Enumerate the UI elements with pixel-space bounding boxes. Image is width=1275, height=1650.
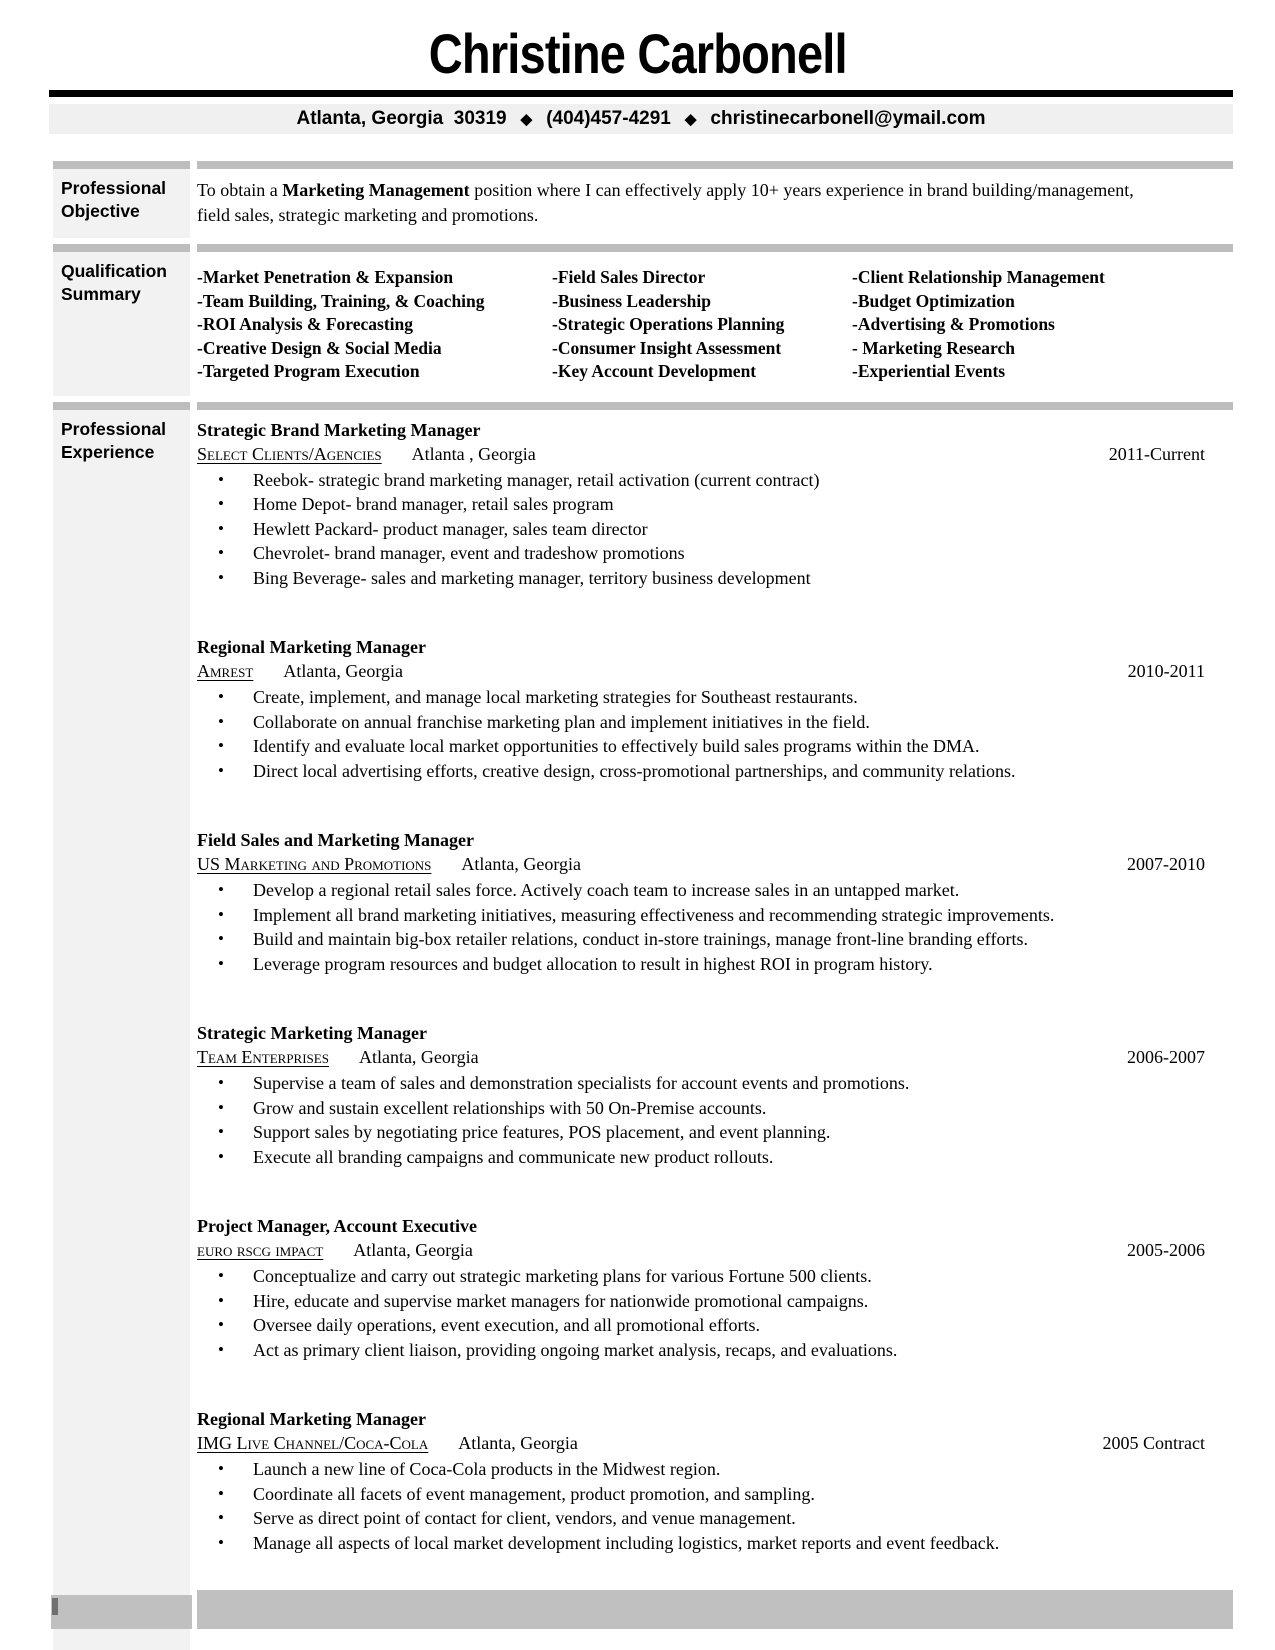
job-entry <box>197 635 1233 783</box>
job-entry <box>197 1214 1233 1362</box>
job-company: euro rscg impact <box>197 1240 324 1260</box>
qualification-item: -Targeted Program Execution <box>197 361 420 381</box>
qualification-sidebar <box>53 244 190 396</box>
contact-email: christinecarbonell@ymail.com <box>710 108 986 129</box>
scan-artifact <box>52 1598 58 1615</box>
job-subline <box>197 852 1233 877</box>
objective-label: Professional Objective <box>53 169 190 238</box>
section-qualification <box>53 244 1233 396</box>
job-subline <box>197 1431 1233 1456</box>
objective-prefix: To obtain a <box>197 180 283 200</box>
section-experience <box>53 402 1233 1611</box>
footer-right-block <box>197 1590 1233 1629</box>
qualification-item: -Key Account Development <box>552 361 757 381</box>
header-rule <box>49 90 1233 97</box>
job-entry <box>197 1021 1233 1169</box>
footer-band <box>51 1590 1233 1629</box>
qualification-item: -Market Penetration & Expansion <box>197 267 454 287</box>
section-bar <box>197 402 1233 410</box>
job-bullet: • Implement all brand marketing initiatives, measuring effectiveness and recommending strategic improvements. <box>197 903 1233 928</box>
job-bullet: • Collaborate on annual franchise marketing plan and implement initiatives in the field. <box>197 710 1233 735</box>
job-bullet: • Coordinate all facets of event management, product promotion, and sampling. <box>197 1482 1233 1507</box>
job-bullet: • Execute all branding campaigns and communicate new product rollouts. <box>197 1145 1233 1170</box>
job-bullets <box>197 468 1233 591</box>
section-objective <box>53 161 1233 238</box>
contact-location: Atlanta, Georgia 30319 <box>296 108 507 129</box>
section-bar <box>53 402 190 410</box>
diamond-icon: ◆ <box>684 110 697 128</box>
objective-suffix: position where I can effectively apply 10+ years experience in brand building/management, field sales, strategic marketing and promotions. <box>197 180 1134 225</box>
qualification-column <box>197 266 552 384</box>
qualification-item: -Experiential Events <box>852 361 1006 381</box>
job-bullets <box>197 878 1233 976</box>
job-bullet: • Bing Beverage- sales and marketing manager, territory business development <box>197 566 1233 591</box>
contact-phone: (404)457-4291 <box>546 108 671 129</box>
job-bullet: • Develop a regional retail sales force. Actively coach team to increase sales in an untapped market. <box>197 878 1233 903</box>
job-bullet: • Oversee daily operations, event execution, and all promotional efforts. <box>197 1313 1233 1338</box>
section-bar <box>197 244 1233 252</box>
jobs-list <box>197 410 1233 1611</box>
job-bullet: • Hewlett Packard- product manager, sales team director <box>197 517 1233 542</box>
job-location: Atlanta, Georgia <box>353 1240 473 1260</box>
qualification-column <box>852 266 1233 384</box>
job-title: Project Manager, Account Executive <box>197 1216 477 1236</box>
job-entry <box>197 1407 1233 1555</box>
job-bullet: • Support sales by negotiating price features, POS placement, and event planning. <box>197 1120 1233 1145</box>
job-dates: 2006-2007 <box>1127 1047 1205 1067</box>
job-bullet: • Identify and evaluate local market opportunities to effectively build sales programs within the DMA. <box>197 734 1233 759</box>
qualification-item: -Team Building, Training, & Coaching <box>197 290 485 311</box>
candidate-name: Christine Carbonell <box>428 22 847 85</box>
job-location: Atlanta , Georgia <box>411 443 536 464</box>
job-bullet: • Leverage program resources and budget allocation to result in highest ROI in program history. <box>197 952 1233 977</box>
job-bullets <box>197 1457 1233 1555</box>
experience-content <box>197 402 1233 1611</box>
job-title: Field Sales and Marketing Manager <box>197 830 474 850</box>
job-bullet: • Home Depot- brand manager, retail sales program <box>197 492 1233 517</box>
qualification-item: -Creative Design & Social Media <box>197 337 442 358</box>
job-location: Atlanta, Georgia <box>461 854 582 874</box>
qualification-column <box>552 266 852 384</box>
section-bar <box>53 161 190 169</box>
job-bullet: • Conceptualize and carry out strategic marketing plans for various Fortune 500 clients. <box>197 1264 1233 1289</box>
job-bullet: • Launch a new line of Coca-Cola products in the Midwest region. <box>197 1457 1233 1482</box>
qualification-item: -Client Relationship Management <box>852 267 1105 287</box>
job-bullet: • Hire, educate and supervise market managers for nationwide promotional campaigns. <box>197 1289 1233 1314</box>
job-title: Regional Marketing Manager <box>197 637 426 657</box>
job-company: IMG Live Channel/Coca-Cola <box>197 1433 429 1453</box>
experience-label: Professional Experience <box>53 410 190 1611</box>
experience-sidebar <box>53 402 190 1611</box>
job-bullet: • Direct local advertising efforts, creative design, cross-promotional partnerships, and community relations. <box>197 759 1233 784</box>
job-bullet: • Chevrolet- brand manager, event and tradeshow promotions <box>197 541 1233 566</box>
job-dates: 2005-2006 <box>1127 1240 1205 1260</box>
job-bullets <box>197 685 1233 783</box>
qualification-item: -Strategic Operations Planning <box>552 314 785 334</box>
job-bullets <box>197 1071 1233 1169</box>
job-title: Regional Marketing Manager <box>197 1409 426 1429</box>
job-bullet: • Create, implement, and manage local marketing strategies for Southeast restaurants. <box>197 685 1233 710</box>
sections <box>53 161 1233 1610</box>
job-subline <box>197 1238 1233 1263</box>
job-entry <box>197 828 1233 976</box>
job-bullet: • Grow and sustain excellent relationships with 50 On-Premise accounts. <box>197 1096 1233 1121</box>
job-dates: 2007-2010 <box>1127 854 1205 874</box>
job-bullet: • Build and maintain big-box retailer relations, conduct in-store trainings, manage front-line branding efforts. <box>197 927 1233 952</box>
sidebar-empty-panel <box>53 1629 190 1650</box>
job-subline <box>197 442 1233 467</box>
objective-text <box>197 178 1149 228</box>
footer-left-block <box>51 1595 192 1629</box>
qualification-item: - Marketing Research <box>852 337 1015 358</box>
qualification-content <box>197 244 1233 396</box>
qualification-label: Qualification Summary <box>53 252 190 396</box>
section-bar <box>53 244 190 252</box>
job-bullet: • Act as primary client liaison, providing ongoing market analysis, recaps, and evaluations. <box>197 1338 1233 1363</box>
job-company: US Marketing and Promotions <box>197 854 432 874</box>
job-company: Team Enterprises <box>197 1047 329 1067</box>
job-entry <box>197 418 1233 591</box>
objective-content <box>197 161 1233 238</box>
qualification-item: -Consumer Insight Assessment <box>552 337 782 358</box>
qualification-item: -Field Sales Director <box>552 267 706 287</box>
job-bullet: • Supervise a team of sales and demonstration specialists for account events and promotions. <box>197 1071 1233 1096</box>
job-dates: 2011-Current <box>1108 443 1205 464</box>
job-company: Amrest <box>197 661 254 681</box>
qualification-item: -Advertising & Promotions <box>852 314 1055 334</box>
contact-bar <box>49 104 1233 134</box>
objective-sidebar <box>53 161 190 238</box>
objective-bold-phrase: Marketing Management <box>282 180 470 200</box>
qualification-item: -Business Leadership <box>552 290 711 311</box>
diamond-icon: ◆ <box>520 110 533 128</box>
job-subline <box>197 1045 1233 1070</box>
job-location: Atlanta, Georgia <box>358 1047 479 1067</box>
qualification-grid <box>197 261 1233 386</box>
qualification-item: -Budget Optimization <box>852 290 1015 311</box>
job-bullet: • Manage all aspects of local market development including logistics, market reports and event feedback. <box>197 1531 1233 1556</box>
job-dates: 2010-2011 <box>1127 661 1205 681</box>
job-title: Strategic Marketing Manager <box>197 1023 427 1043</box>
job-dates: 2005 Contract <box>1102 1433 1205 1453</box>
page-title <box>0 0 1275 84</box>
job-bullet: • Reebok- strategic brand marketing manager, retail activation (current contract) <box>197 468 1233 493</box>
section-bar <box>197 161 1233 169</box>
qualification-item: -ROI Analysis & Forecasting <box>197 314 413 334</box>
job-subline <box>197 659 1233 684</box>
job-bullets <box>197 1264 1233 1362</box>
job-location: Atlanta, Georgia <box>458 1433 578 1453</box>
job-location: Atlanta, Georgia <box>283 661 403 681</box>
job-title: Strategic Brand Marketing Manager <box>197 419 481 440</box>
job-company: Select Clients/Agencies <box>197 443 382 464</box>
job-bullet: • Serve as direct point of contact for client, vendors, and venue management. <box>197 1506 1233 1531</box>
